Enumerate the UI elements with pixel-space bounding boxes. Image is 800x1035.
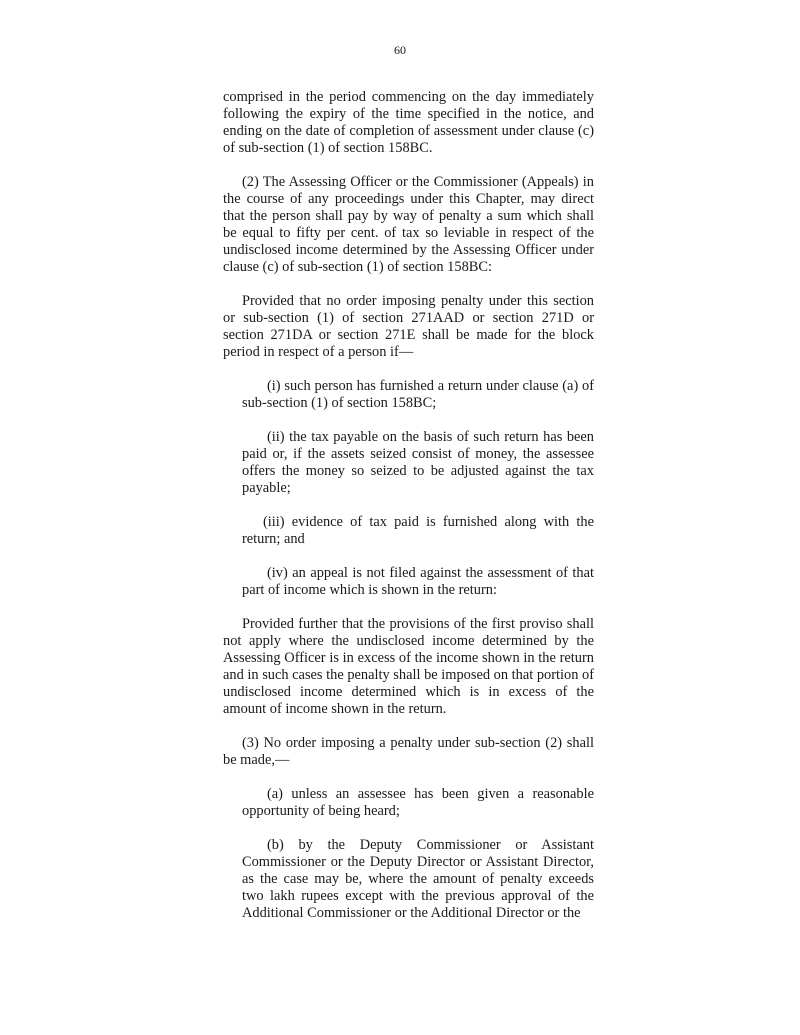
condition-text: the tax payable on the basis of such return has been paid or, if the assets seized consist of money, the assessee offers the money so seized to be adjusted against the tax payable; xyxy=(242,429,594,496)
subsection-3-paragraph: (3) No order imposing a penalty under sub-section (2) shall be made,— xyxy=(223,735,594,768)
condition-item xyxy=(242,429,594,497)
page-number: 60 xyxy=(394,43,406,57)
condition-item xyxy=(242,378,594,412)
condition-marker: (ii) xyxy=(267,429,285,445)
clause-text: unless an assessee has been given a reasonable opportunity of being heard; xyxy=(242,786,594,819)
condition-marker: (iv) xyxy=(267,565,288,581)
clause-item xyxy=(242,786,594,820)
condition-text: such person has furnished a return under clause (a) of sub-section (1) of section 158BC; xyxy=(242,378,594,411)
condition-item xyxy=(242,565,594,599)
clause-item xyxy=(242,837,594,922)
condition-text: evidence of tax paid is furnished along with the return; and xyxy=(242,514,594,547)
document-body xyxy=(223,89,594,922)
condition-item xyxy=(242,514,594,548)
clause-marker: (a) xyxy=(267,786,283,802)
continuation-paragraph: comprised in the period commencing on the day immediately following the expiry of the time specified in the notice, and ending on the date of completion of assessment under clause (c) of sub-section (1) of section 158BC. xyxy=(223,89,594,156)
first-proviso-paragraph: Provided that no order imposing penalty under this section or sub-section (1) of section 271AAD or section 271D or section 271DA or section 271E shall be made for the block period in respect of a person if— xyxy=(223,293,594,360)
clause-text: by the Deputy Commissioner or Assistant Commissioner or the Deputy Director or Assistant Director, as the case may be, where the amount of penalty exceeds two lakh rupees except with the previous approval of the Additional Commissioner or the Additional Director or the xyxy=(242,837,594,921)
second-proviso-paragraph: Provided further that the provisions of the first proviso shall not apply where the undisclosed income determined by the Assessing Officer is in excess of the income shown in the return and in such cases the penalty shall be imposed on that portion of undisclosed income determined which is in excess of the amount of income shown in the return. xyxy=(223,616,594,717)
condition-text: an appeal is not filed against the assessment of that part of income which is shown in the return: xyxy=(242,565,594,598)
clause-marker: (b) xyxy=(267,837,284,853)
condition-marker: (iii) xyxy=(263,514,285,530)
subsection-2-paragraph: (2) The Assessing Officer or the Commissioner (Appeals) in the course of any proceedings under this Chapter, may direct that the person shall pay by way of penalty a sum which shall be equal to fifty per cent. of tax so leviable in respect of the undisclosed income determined by the Assessing Officer under clause (c) of sub-section (1) of section 158BC: xyxy=(223,174,594,275)
condition-marker: (i) xyxy=(267,378,281,394)
